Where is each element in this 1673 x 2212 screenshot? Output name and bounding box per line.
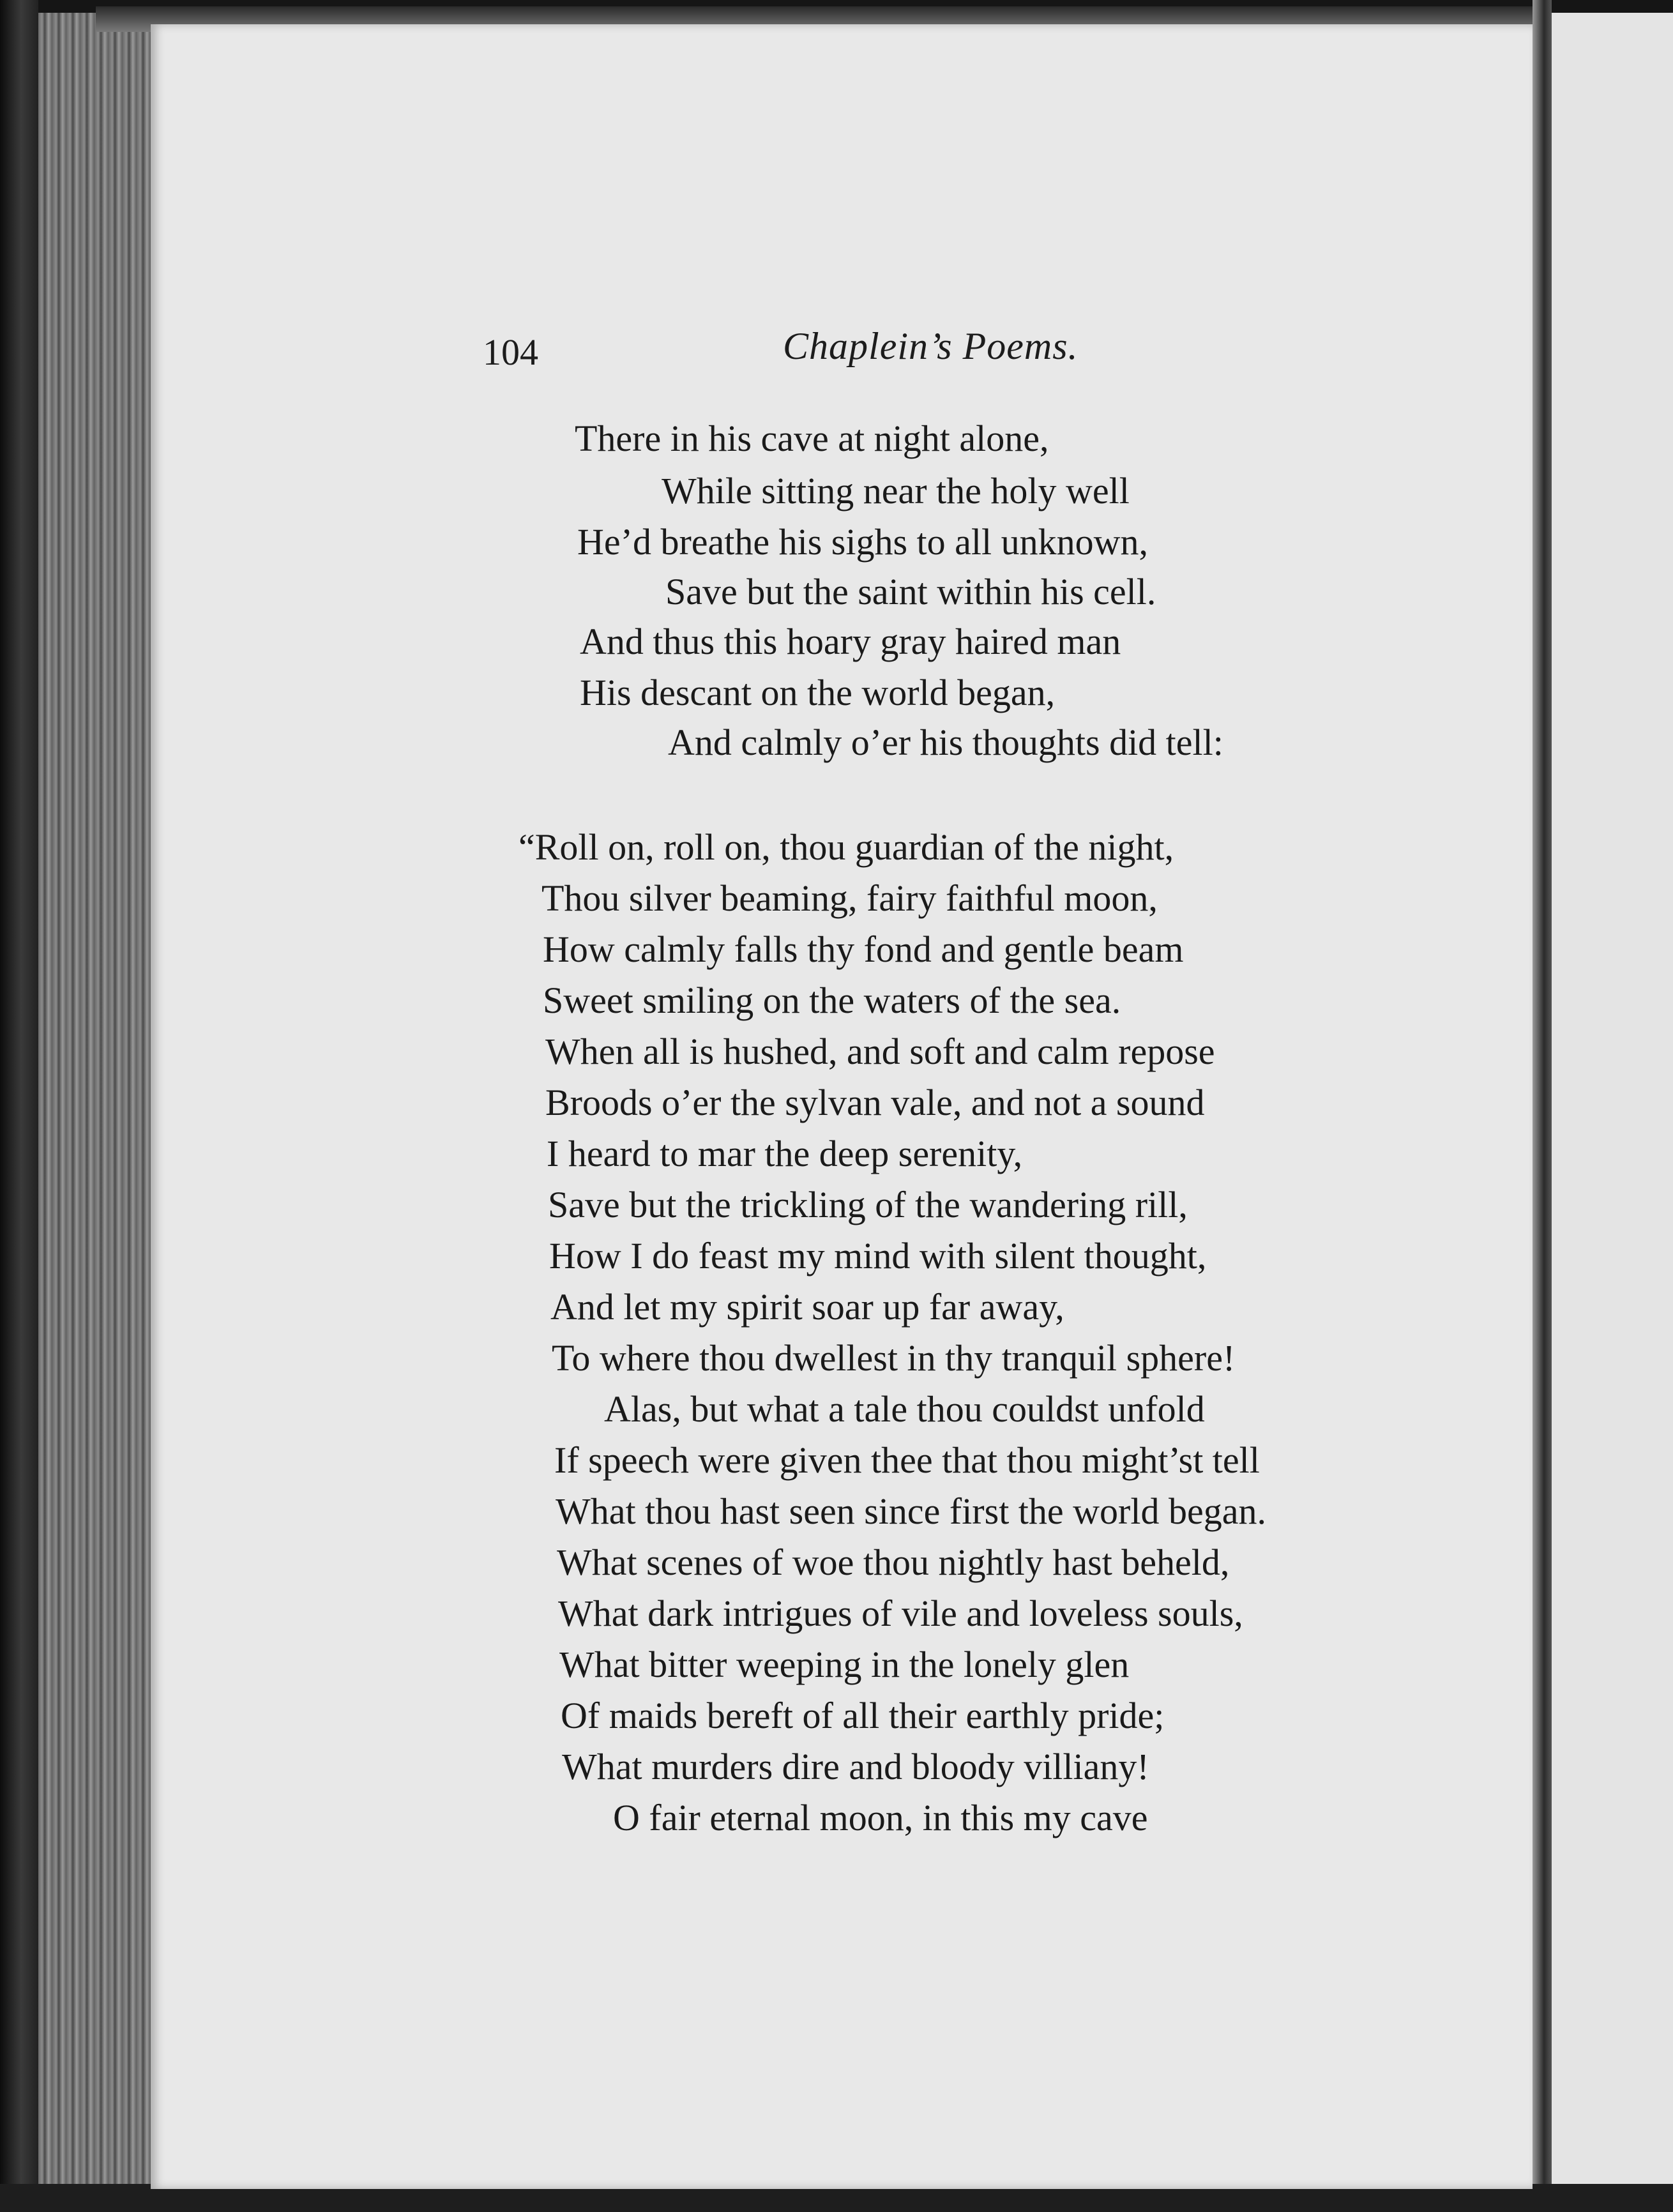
running-title: Chaplein’s Poems. [783,325,1079,367]
page [151,24,1533,2189]
poem-line: What scenes of woe thou nightly hast beheld, [557,1542,1230,1583]
page-number: 104 [483,331,538,373]
poem-line: And thus this hoary gray haired man [580,621,1121,662]
poem-line: How calmly falls thy fond and gentle beam [543,928,1184,970]
poem-line: Save but the trickling of the wandering rill, [548,1184,1188,1225]
poem-line: Sweet smiling on the waters of the sea. [543,980,1121,1021]
poem-line: Save but the saint within his cell. [665,571,1156,612]
poem-line: When all is hushed, and soft and calm repose [545,1031,1215,1072]
poem-line: Thou silver beaming, fairy faithful moon, [541,877,1158,919]
poem-line: While sitting near the holy well [662,470,1130,511]
poem-line: If speech were given thee that thou might’st tell [554,1439,1260,1481]
poem-line: He’d breathe his sighs to all unknown, [577,521,1149,563]
book-gutter [1533,0,1552,2212]
book-edge [0,0,38,2212]
poem-line: Broods o’er the sylvan vale, and not a sound [545,1082,1205,1123]
poem-line: To where thou dwellest in thy tranquil sphere! [552,1337,1236,1379]
page-stack-edge [38,13,160,2197]
poem-line: His descant on the world began, [580,672,1056,713]
poem-line: Alas, but what a tale thou couldst unfold [604,1388,1205,1430]
facing-page [1552,13,1673,2197]
poem-line: O fair eternal moon, in this my cave [613,1797,1148,1838]
poem-line: And let my spirit soar up far away, [550,1286,1064,1328]
poem-line: What dark intrigues of vile and loveless souls, [558,1593,1243,1634]
poem-line: Of maids bereft of all their earthly pride; [561,1695,1165,1736]
page-header [151,324,1533,388]
poem-line: There in his cave at night alone, [575,418,1049,459]
poem-line: What thou hast seen since first the world began. [556,1490,1266,1532]
poem-line: And calmly o’er his thoughts did tell: [668,722,1223,763]
poem-line: How I do feast my mind with silent thought, [549,1235,1207,1276]
poem-line: I heard to mar the deep serenity, [547,1133,1023,1174]
poem-line: “Roll on, roll on, thou guardian of the night, [519,826,1174,868]
poem-line: What bitter weeping in the lonely glen [559,1644,1130,1685]
poem-line: What murders dire and bloody villiany! [562,1746,1149,1787]
